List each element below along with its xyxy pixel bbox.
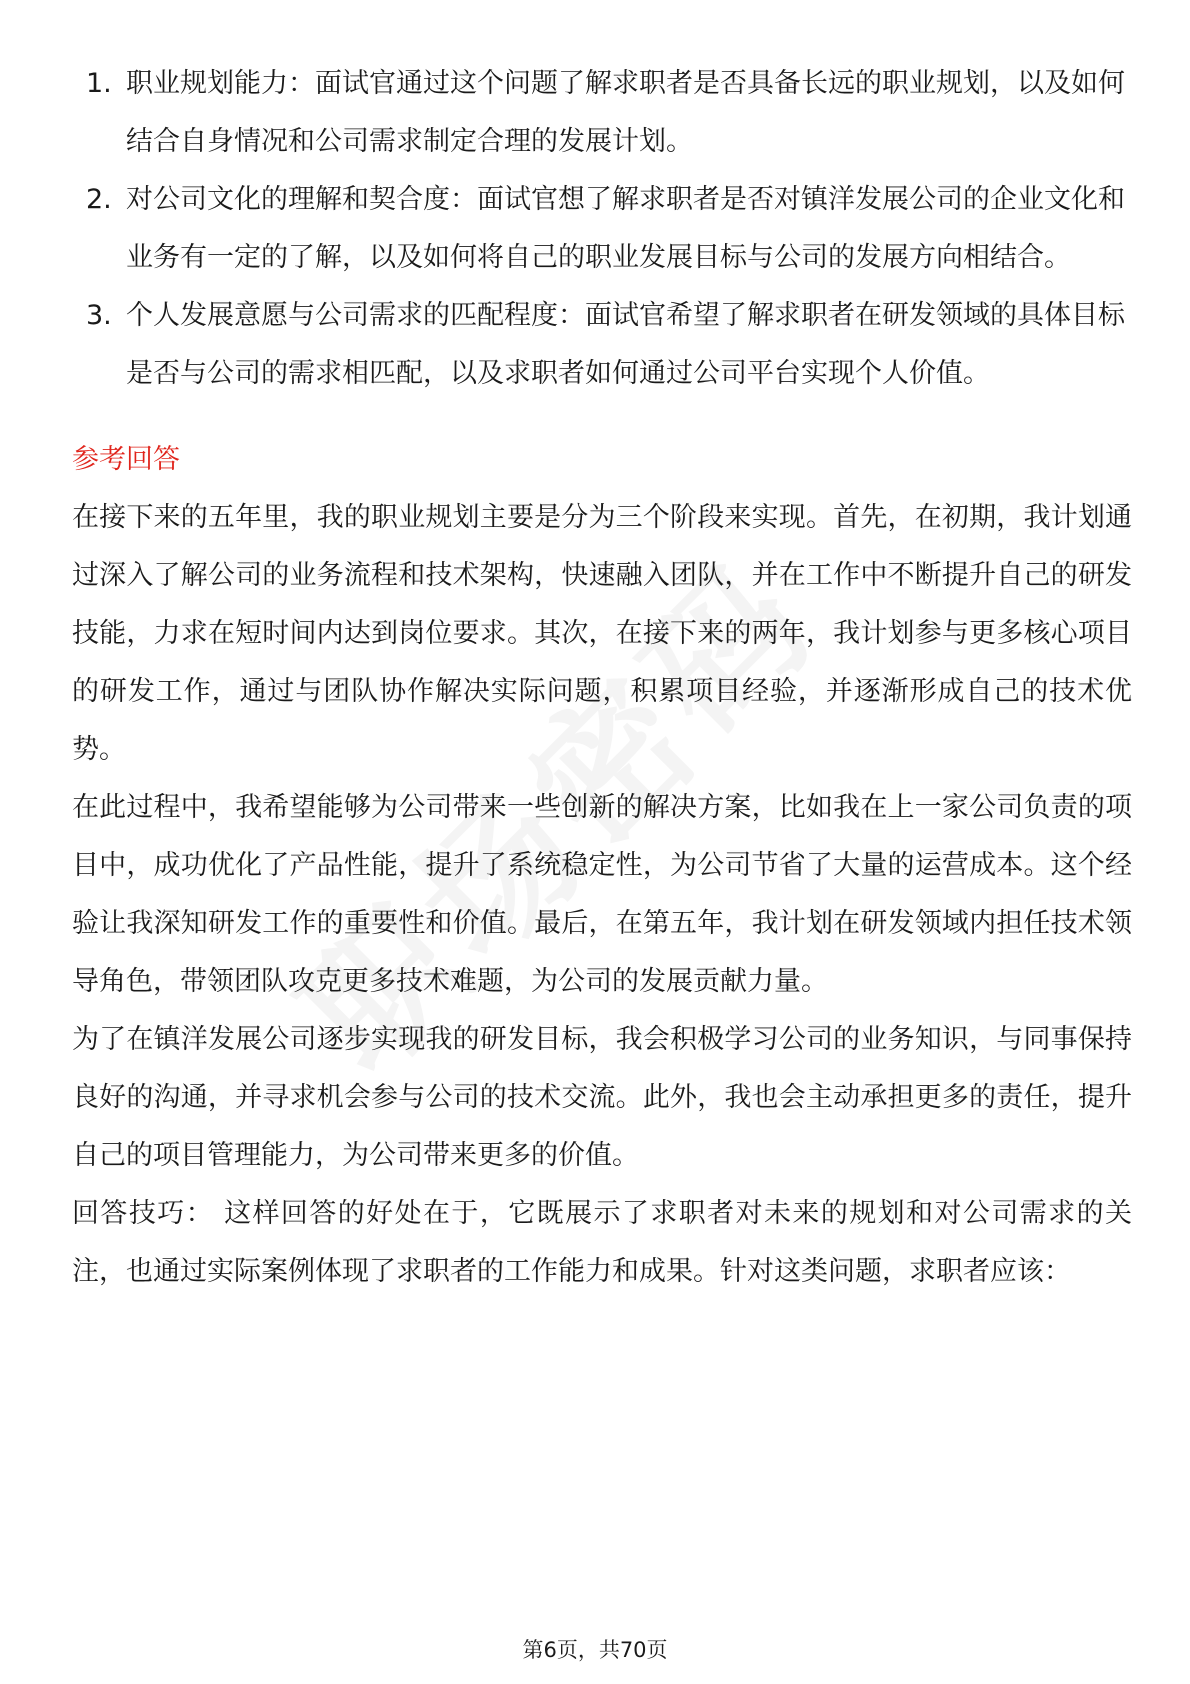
- section-title: 参考回答: [72, 444, 180, 475]
- interview-points-list: [72, 55, 1132, 403]
- list-item-number: 2.: [86, 184, 112, 215]
- page-number: 第6页，共70页: [522, 1638, 668, 1662]
- list-item-text: 职业规划能力：面试官通过这个问题了解求职者是否具备长远的职业规划，以及如何结合自身情况和公司需求制定合理的发展计划。: [126, 68, 1125, 157]
- list-item: [72, 171, 1132, 287]
- list-item-text: 个人发展意愿与公司需求的匹配程度：面试官希望了解求职者在研发领域的具体目标是否与公司的需求相匹配，以及求职者如何通过公司平台实现个人价值。: [126, 300, 1125, 389]
- tips-paragraph: 回答技巧： 这样回答的好处在于，它既展示了求职者对未来的规划和对公司需求的关注，也通过实际案例体现了求职者的工作能力和成果。针对这类问题，求职者应该：: [72, 1198, 1132, 1287]
- list-item-number: 3.: [86, 300, 112, 331]
- answer-paragraph: 在接下来的五年里，我的职业规划主要是分为三个阶段来实现。首先，在初期，我计划通过深入了解公司的业务流程和技术架构，快速融入团队，并在工作中不断提升自己的研发技能，力求在短时间内达到岗位要求。其次，在接下来的两年，我计划参与更多核心项目的研发工作，通过与团队协作解决实际问题，积累项目经验，并逐渐形成自己的技术优势。: [72, 502, 1132, 765]
- answer-paragraph: 在此过程中，我希望能够为公司带来一些创新的解决方案，比如我在上一家公司负责的项目中，成功优化了产品性能，提升了系统稳定性，为公司节省了大量的运营成本。这个经验让我深知研发工作的重要性和价值。最后，在第五年，我计划在研发领域内担任技术领导角色，带领团队攻克更多技术难题，为公司的发展贡献力量。: [72, 792, 1132, 997]
- list-item: [72, 55, 1132, 171]
- list-item: [72, 287, 1132, 403]
- list-item-number: 1.: [86, 68, 112, 99]
- answer-paragraph: 为了在镇洋发展公司逐步实现我的研发目标，我会积极学习公司的业务知识，与同事保持良好的沟通，并寻求机会参与公司的技术交流。此外，我也会主动承担更多的责任，提升自己的项目管理能力，为公司带来更多的价值。: [72, 1024, 1132, 1171]
- list-item-text: 对公司文化的理解和契合度：面试官想了解求职者是否对镇洋发展公司的企业文化和业务有一定的了解，以及如何将自己的职业发展目标与公司的发展方向相结合。: [126, 184, 1125, 273]
- page-content: [72, 55, 1132, 1301]
